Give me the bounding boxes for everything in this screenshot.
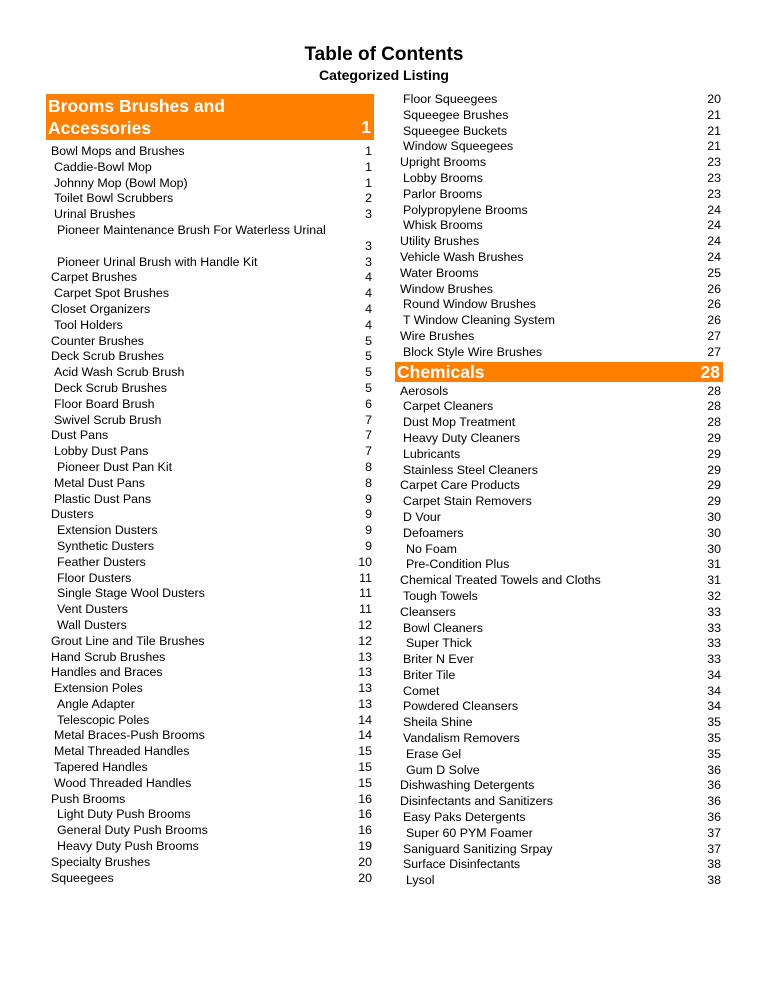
toc-entry-page: 33 xyxy=(707,620,721,635)
toc-entry-label: Window Squeegees xyxy=(403,139,514,154)
toc-list-brooms xyxy=(46,144,374,886)
toc-entry[interactable] xyxy=(395,826,723,842)
toc-entry[interactable] xyxy=(46,760,374,776)
toc-entry-page: 34 xyxy=(707,683,721,698)
toc-entry[interactable] xyxy=(46,286,374,302)
toc-entry-label: Gum D Solve xyxy=(406,762,480,777)
toc-entry[interactable] xyxy=(46,223,374,255)
toc-entry-label: Single Stage Wool Dusters xyxy=(57,586,205,601)
toc-entry-page: 9 xyxy=(365,507,372,522)
toc-entry-page: 29 xyxy=(707,430,721,445)
toc-entry-page: 23 xyxy=(707,170,721,185)
toc-entry[interactable] xyxy=(46,855,374,871)
toc-entry-label: Light Duty Push Brooms xyxy=(57,807,191,822)
toc-entry-page: 34 xyxy=(707,699,721,714)
toc-entry[interactable] xyxy=(395,399,723,415)
toc-entry-label: Metal Braces-Push Brooms xyxy=(54,728,205,743)
toc-entry-label: Plastic Dust Pans xyxy=(54,491,152,506)
toc-entry-page: 4 xyxy=(365,270,372,285)
toc-entry-label: Bowl Cleaners xyxy=(403,620,483,635)
toc-entry-label: Squeegees xyxy=(51,870,114,885)
toc-entry-label: Super 60 PYM Foamer xyxy=(406,825,533,840)
toc-entry-page: 28 xyxy=(707,415,721,430)
toc-entry-label: Whisk Brooms xyxy=(403,218,483,233)
toc-list-chemicals xyxy=(395,384,723,890)
toc-entry-page: 26 xyxy=(707,297,721,312)
toc-entry-page: 10 xyxy=(358,554,372,569)
toc-entry-label: Water Brooms xyxy=(400,265,479,280)
toc-entry-label: Upright Brooms xyxy=(400,155,487,170)
toc-entry-page: 20 xyxy=(707,92,721,106)
toc-entry-page: 31 xyxy=(707,573,721,588)
toc-left-column xyxy=(46,94,374,886)
toc-entry-page: 26 xyxy=(707,313,721,328)
toc-entry[interactable] xyxy=(395,605,723,621)
toc-entry-page: 9 xyxy=(365,491,372,506)
toc-entry-label: Vehicle Wash Brushes xyxy=(400,249,524,264)
toc-entry[interactable] xyxy=(395,668,723,684)
toc-entry-label: Dust Pans xyxy=(51,428,109,443)
toc-entry[interactable] xyxy=(395,297,723,313)
toc-entry-page: 19 xyxy=(358,839,372,854)
toc-entry[interactable] xyxy=(46,428,374,444)
toc-entry-label: Powdered Cleansers xyxy=(403,699,519,714)
toc-entry[interactable] xyxy=(395,329,723,345)
toc-entry-label: Briter N Ever xyxy=(403,652,474,667)
toc-entry[interactable] xyxy=(395,699,723,715)
toc-entry-page: 7 xyxy=(365,444,372,459)
toc-entry[interactable] xyxy=(46,728,374,744)
toc-entry[interactable] xyxy=(395,589,723,605)
toc-entry[interactable] xyxy=(46,839,374,855)
toc-entry-page: 35 xyxy=(707,746,721,761)
toc-entry-page: 29 xyxy=(707,494,721,509)
toc-entry-label: Wood Threaded Handles xyxy=(54,775,192,790)
toc-entry-page: 14 xyxy=(358,712,372,727)
toc-entry-label: Lobby Brooms xyxy=(403,170,483,185)
toc-entry[interactable] xyxy=(46,191,374,207)
toc-entry-label: Push Brooms xyxy=(51,791,126,806)
category-header-chemicals[interactable] xyxy=(395,362,723,382)
toc-entry-label: Block Style Wire Brushes xyxy=(403,344,543,359)
toc-entry-label: Cleansers xyxy=(400,604,456,619)
toc-entry-page: 29 xyxy=(707,478,721,493)
toc-entry[interactable] xyxy=(395,266,723,282)
toc-entry-page: 36 xyxy=(707,794,721,809)
toc-entry[interactable] xyxy=(46,381,374,397)
toc-entry[interactable] xyxy=(395,203,723,219)
toc-entry-label: Comet xyxy=(403,683,440,698)
toc-entry-label: Lubricants xyxy=(403,446,461,461)
toc-entry-label: Defoamers xyxy=(403,525,464,540)
toc-entry-page: 3 xyxy=(365,238,372,253)
toc-entry-label: Tool Holders xyxy=(54,317,123,332)
toc-entry-label: Synthetic Dusters xyxy=(57,538,155,553)
toc-entry[interactable] xyxy=(46,650,374,666)
toc-entry-label: Grout Line and Tile Brushes xyxy=(51,633,205,648)
toc-entry[interactable] xyxy=(46,176,374,192)
toc-entry-label: Angle Adapter xyxy=(57,696,135,711)
toc-entry-label: Polypropylene Brooms xyxy=(403,202,528,217)
toc-entry-label: Carpet Spot Brushes xyxy=(54,286,170,301)
toc-entry-label: Surface Disinfectants xyxy=(403,857,521,872)
toc-entry-page: 2 xyxy=(365,191,372,206)
toc-entry[interactable] xyxy=(395,573,723,589)
toc-entry-page: 13 xyxy=(358,649,372,664)
toc-entry-label: Swivel Scrub Brush xyxy=(54,412,162,427)
toc-entry[interactable] xyxy=(395,810,723,826)
toc-entry[interactable] xyxy=(46,634,374,650)
toc-entry-page: 16 xyxy=(358,807,372,822)
toc-entry-label: Pre-Condition Plus xyxy=(406,557,510,572)
toc-entry-page: 38 xyxy=(707,857,721,872)
toc-entry[interactable] xyxy=(395,510,723,526)
toc-entry-page: 3 xyxy=(365,254,372,269)
toc-entry-label: Extension Poles xyxy=(54,681,143,696)
toc-entry[interactable] xyxy=(395,621,723,637)
toc-entry[interactable] xyxy=(395,171,723,187)
toc-entry-label: Super Thick xyxy=(406,636,472,651)
toc-entry-page: 4 xyxy=(365,286,372,301)
category-title: Brooms Brushes and Accessories xyxy=(48,96,225,138)
toc-entry-label: Lobby Dust Pans xyxy=(54,444,149,459)
toc-entry[interactable] xyxy=(395,526,723,542)
toc-entry-label: Disinfectants and Sanitizers xyxy=(400,794,553,809)
toc-entry[interactable] xyxy=(395,715,723,731)
toc-entry-label: Heavy Duty Cleaners xyxy=(403,430,521,445)
toc-entry-page: 13 xyxy=(358,665,372,680)
toc-entry[interactable] xyxy=(395,155,723,171)
toc-entry-label: Metal Threaded Handles xyxy=(54,744,190,759)
toc-entry-page: 4 xyxy=(365,301,372,316)
toc-entry[interactable] xyxy=(46,807,374,823)
toc-entry[interactable] xyxy=(46,270,374,286)
toc-entry-label: Dishwashing Detergents xyxy=(400,778,535,793)
toc-entry[interactable] xyxy=(395,415,723,431)
toc-entry[interactable] xyxy=(395,684,723,700)
toc-entry-page: 14 xyxy=(358,728,372,743)
toc-entry-page: 25 xyxy=(707,265,721,280)
toc-entry-page: 20 xyxy=(358,870,372,885)
toc-entry-label: Carpet Cleaners xyxy=(403,399,494,414)
toc-entry[interactable] xyxy=(395,557,723,573)
toc-entry[interactable] xyxy=(395,652,723,668)
toc-entry-label: Urinal Brushes xyxy=(54,207,136,222)
toc-entry-label: Squeegee Buckets xyxy=(403,123,508,138)
toc-entry[interactable] xyxy=(395,187,723,203)
toc-entry-page: 11 xyxy=(359,602,372,617)
toc-entry-label: Telescopic Poles xyxy=(57,712,150,727)
toc-entry-label: Vandalism Removers xyxy=(403,731,520,746)
toc-entry-label: Lysol xyxy=(406,873,435,888)
toc-entry[interactable] xyxy=(46,507,374,523)
toc-entry[interactable] xyxy=(395,234,723,250)
toc-entry-page: 9 xyxy=(365,523,372,538)
toc-entry-label: No Foam xyxy=(406,541,457,556)
toc-entry-page: 26 xyxy=(707,281,721,296)
toc-entry-page: 35 xyxy=(707,731,721,746)
toc-entry-label: Pioneer Urinal Brush with Handle Kit xyxy=(57,254,258,269)
toc-entry-page: 21 xyxy=(707,139,721,154)
toc-entry-label: Acid Wash Scrub Brush xyxy=(54,365,185,380)
toc-entry-page: 15 xyxy=(358,775,372,790)
toc-entry-page: 15 xyxy=(358,744,372,759)
toc-entry-label: Floor Dusters xyxy=(57,570,132,585)
toc-entry-page: 9 xyxy=(365,538,372,553)
toc-entry[interactable] xyxy=(46,823,374,839)
toc-entry[interactable] xyxy=(395,250,723,266)
toc-entry[interactable] xyxy=(46,871,374,887)
toc-entry-page: 24 xyxy=(707,249,721,264)
toc-entry-label: General Duty Push Brooms xyxy=(57,823,208,838)
toc-right-column xyxy=(395,92,723,889)
toc-entry[interactable] xyxy=(46,349,374,365)
toc-entry-label: Caddie-Bowl Mop xyxy=(54,159,152,174)
toc-entry[interactable] xyxy=(46,602,374,618)
toc-entry-label: Stainless Steel Cleaners xyxy=(403,462,538,477)
toc-entry-label: Metal Dust Pans xyxy=(54,475,145,490)
toc-entry-label: Squeegee Brushes xyxy=(403,107,509,122)
category-header-brooms[interactable] xyxy=(46,94,374,140)
toc-entry-label: Chemical Treated Towels and Cloths xyxy=(400,573,601,588)
toc-entry-label: Easy Paks Detergents xyxy=(403,810,526,825)
toc-entry[interactable] xyxy=(46,539,374,555)
toc-entry[interactable] xyxy=(395,542,723,558)
toc-entry-page: 34 xyxy=(707,667,721,682)
toc-entry[interactable] xyxy=(46,744,374,760)
toc-entry-page: 1 xyxy=(365,175,372,190)
toc-entry[interactable] xyxy=(395,384,723,400)
toc-entry[interactable] xyxy=(46,334,374,350)
toc-entry-label: Aerosols xyxy=(400,383,449,398)
toc-entry[interactable] xyxy=(395,873,723,889)
toc-entry-label: Specialty Brushes xyxy=(51,854,151,869)
toc-entry-label: Closet Organizers xyxy=(51,301,151,316)
toc-entry-label: Feather Dusters xyxy=(57,554,146,569)
category-page: 28 xyxy=(700,361,720,382)
toc-entry-label: Johnny Mop (Bowl Mop) xyxy=(54,175,188,190)
toc-entry[interactable] xyxy=(46,586,374,602)
toc-entry[interactable] xyxy=(46,665,374,681)
toc-entry-page: 3 xyxy=(365,207,372,222)
toc-entry[interactable] xyxy=(46,365,374,381)
toc-entry-label: Sheila Shine xyxy=(403,715,473,730)
toc-entry-page: 24 xyxy=(707,218,721,233)
toc-entry-label: Utility Brushes xyxy=(400,234,480,249)
toc-entry[interactable] xyxy=(395,431,723,447)
toc-entry-label: Heavy Duty Push Brooms xyxy=(57,839,199,854)
toc-entry-page: 12 xyxy=(358,617,372,632)
toc-entry[interactable] xyxy=(46,413,374,429)
toc-entry[interactable] xyxy=(46,160,374,176)
toc-entry[interactable] xyxy=(46,523,374,539)
toc-entry-label: T Window Cleaning System xyxy=(403,313,555,328)
toc-entry-label: Dust Mop Treatment xyxy=(403,415,516,430)
toc-entry[interactable] xyxy=(395,842,723,858)
toc-entry-page: 11 xyxy=(359,570,372,585)
toc-entry-page: 33 xyxy=(707,636,721,651)
page-title: Table of Contents xyxy=(304,44,464,65)
toc-entry-page: 37 xyxy=(707,825,721,840)
toc-entry[interactable] xyxy=(395,139,723,155)
toc-entry[interactable] xyxy=(46,460,374,476)
toc-entry[interactable] xyxy=(46,555,374,571)
toc-entry[interactable] xyxy=(46,302,374,318)
toc-entry-page: 5 xyxy=(365,380,372,395)
toc-entry-label: Parlor Brooms xyxy=(403,186,483,201)
toc-entry[interactable] xyxy=(395,857,723,873)
toc-entry[interactable] xyxy=(395,463,723,479)
toc-entry-page: 23 xyxy=(707,155,721,170)
toc-entry-label: Floor Squeegees xyxy=(403,92,498,106)
toc-entry-label: Deck Scrub Brushes xyxy=(54,380,167,395)
toc-entry[interactable] xyxy=(46,792,374,808)
toc-entry[interactable] xyxy=(46,697,374,713)
toc-entry-label: Bowl Mops and Brushes xyxy=(51,144,185,158)
toc-entry-page: 32 xyxy=(707,588,721,603)
toc-entry-page: 29 xyxy=(707,462,721,477)
toc-entry-page: 13 xyxy=(358,681,372,696)
toc-entry[interactable] xyxy=(46,255,374,271)
toc-entry-page: 33 xyxy=(707,604,721,619)
toc-entry-page: 36 xyxy=(707,810,721,825)
toc-list-brooms-continued xyxy=(395,92,723,361)
toc-entry-label: Saniguard Sanitizing Srpay xyxy=(403,841,553,856)
toc-entry[interactable] xyxy=(395,494,723,510)
toc-entry-page: 30 xyxy=(707,525,721,540)
toc-entry-page: 21 xyxy=(707,107,721,122)
toc-entry-page: 20 xyxy=(358,854,372,869)
toc-entry-label: Round Window Brushes xyxy=(403,297,536,312)
toc-entry-page: 36 xyxy=(707,762,721,777)
toc-entry-page: 16 xyxy=(358,791,372,806)
toc-entry[interactable] xyxy=(395,731,723,747)
toc-entry-label: Carpet Stain Removers xyxy=(403,494,532,509)
toc-entry[interactable] xyxy=(46,492,374,508)
toc-entry-label: Wire Brushes xyxy=(400,328,475,343)
toc-entry-label: Deck Scrub Brushes xyxy=(51,349,164,364)
toc-entry[interactable] xyxy=(395,778,723,794)
category-page: 1 xyxy=(361,117,371,137)
toc-entry[interactable] xyxy=(46,144,374,160)
toc-entry-label: Carpet Brushes xyxy=(51,270,138,285)
toc-entry-label: Hand Scrub Brushes xyxy=(51,649,166,664)
toc-entry-page: 21 xyxy=(707,123,721,138)
toc-entry[interactable] xyxy=(395,794,723,810)
toc-entry[interactable] xyxy=(46,776,374,792)
toc-entry-page: 5 xyxy=(365,349,372,364)
toc-entry-page: 1 xyxy=(365,144,372,158)
toc-entry[interactable] xyxy=(46,713,374,729)
toc-entry-page: 29 xyxy=(707,446,721,461)
toc-entry[interactable] xyxy=(46,444,374,460)
toc-entry[interactable] xyxy=(46,318,374,334)
toc-entry-page: 7 xyxy=(365,412,372,427)
toc-entry-page: 15 xyxy=(358,760,372,775)
toc-entry-page: 5 xyxy=(365,365,372,380)
toc-entry-page: 4 xyxy=(365,317,372,332)
toc-entry-page: 33 xyxy=(707,652,721,667)
toc-entry-page: 30 xyxy=(707,541,721,556)
toc-entry-page: 35 xyxy=(707,715,721,730)
toc-entry[interactable] xyxy=(46,207,374,223)
toc-entry-page: 8 xyxy=(365,459,372,474)
toc-entry-label: Floor Board Brush xyxy=(54,396,155,411)
toc-entry-page: 38 xyxy=(707,873,721,888)
toc-entry-label: Pioneer Dust Pan Kit xyxy=(57,459,173,474)
toc-entry-label: Extension Dusters xyxy=(57,523,158,538)
toc-entry[interactable] xyxy=(395,282,723,298)
toc-entry[interactable] xyxy=(395,345,723,361)
toc-entry-page: 6 xyxy=(365,396,372,411)
toc-entry-page: 30 xyxy=(707,509,721,524)
toc-entry-page: 24 xyxy=(707,202,721,217)
toc-entry-label: Dusters xyxy=(51,507,94,522)
toc-entry[interactable] xyxy=(395,218,723,234)
toc-entry-label: Wall Dusters xyxy=(57,617,127,632)
toc-entry-label: Erase Gel xyxy=(406,746,462,761)
toc-entry-page: 28 xyxy=(707,399,721,414)
toc-entry[interactable] xyxy=(46,681,374,697)
category-title: Chemicals xyxy=(397,361,485,382)
toc-entry-label: Tapered Handles xyxy=(54,760,148,775)
toc-entry[interactable] xyxy=(46,571,374,587)
toc-entry-label: Window Brushes xyxy=(400,281,493,296)
toc-entry-page: 7 xyxy=(365,428,372,443)
toc-entry-page: 31 xyxy=(707,557,721,572)
toc-entry[interactable] xyxy=(395,763,723,779)
toc-entry-label: Handles and Braces xyxy=(51,665,163,680)
toc-entry[interactable] xyxy=(395,313,723,329)
toc-entry-page: 11 xyxy=(359,586,372,601)
toc-entry-page: 27 xyxy=(707,344,721,359)
toc-entry-label: Pioneer Maintenance Brush For Waterless Urinal xyxy=(57,222,326,237)
toc-entry-page: 24 xyxy=(707,234,721,249)
page-subtitle: Categorized Listing xyxy=(319,67,449,83)
toc-entry-page: 28 xyxy=(707,383,721,398)
toc-entry-page: 1 xyxy=(365,159,372,174)
toc-entry[interactable] xyxy=(395,108,723,124)
toc-entry[interactable] xyxy=(395,636,723,652)
toc-entry-page: 36 xyxy=(707,778,721,793)
toc-entry-label: Counter Brushes xyxy=(51,333,144,348)
toc-entry[interactable] xyxy=(46,618,374,634)
toc-entry[interactable] xyxy=(395,124,723,140)
toc-entry[interactable] xyxy=(395,478,723,494)
toc-entry[interactable] xyxy=(395,447,723,463)
toc-entry-page: 27 xyxy=(707,328,721,343)
toc-entry-page: 12 xyxy=(358,633,372,648)
toc-entry-label: Vent Dusters xyxy=(57,602,128,617)
toc-entry-page: 5 xyxy=(365,333,372,348)
toc-entry-page: 37 xyxy=(707,841,721,856)
toc-entry[interactable] xyxy=(46,476,374,492)
toc-entry-page: 8 xyxy=(365,475,372,490)
toc-entry-page: 23 xyxy=(707,186,721,201)
toc-entry-label: D Vour xyxy=(403,509,441,524)
toc-entry-label: Carpet Care Products xyxy=(400,478,520,493)
toc-entry-label: Briter Tile xyxy=(403,667,456,682)
toc-entry[interactable] xyxy=(395,747,723,763)
toc-entry-page: 16 xyxy=(358,823,372,838)
toc-entry-page: 13 xyxy=(358,696,372,711)
toc-entry[interactable] xyxy=(46,397,374,413)
toc-entry[interactable] xyxy=(395,92,723,108)
toc-entry-label: Tough Towels xyxy=(403,588,478,603)
toc-entry-label: Toilet Bowl Scrubbers xyxy=(54,191,174,206)
